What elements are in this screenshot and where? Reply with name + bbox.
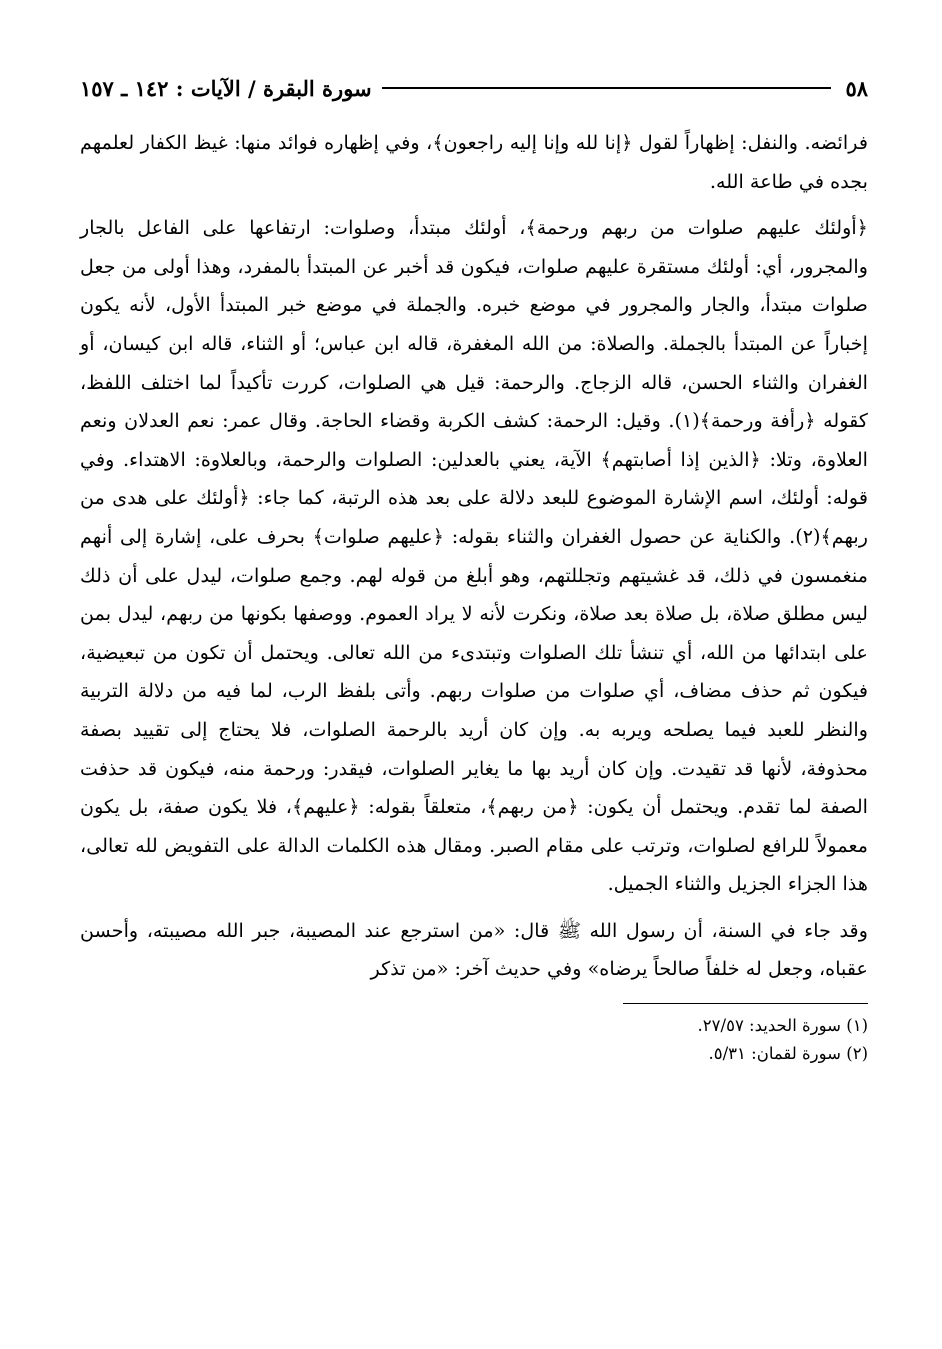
page-number: ٥٨ bbox=[845, 75, 868, 101]
footnote-1: (١) سورة الحديد: ٢٧/٥٧. bbox=[697, 1016, 868, 1036]
page bbox=[80, 70, 868, 1068]
running-header bbox=[80, 70, 868, 106]
header-rule bbox=[382, 87, 832, 89]
footnote-2: (٢) سورة لقمان: ٥/٣١. bbox=[708, 1044, 868, 1064]
footnote-rule bbox=[623, 1003, 868, 1004]
paragraph-3: وقد جاء في السنة، أن رسول الله ﷺ قال: «من استرجع عند المصيبة، جبر الله مصيبته، وأحسن عقباه، وجعل له خلفاً صالحاً يرضاه» وفي حديث آخر: «من تذكر bbox=[80, 918, 868, 981]
body-text bbox=[80, 124, 868, 989]
paragraph-1: فرائضه. والنفل: إظهاراً لقول ﴿إنا لله وإنا إليه راجعون﴾، وفي إظهاره فوائد منها: غيظ الكفار لعلمهم بجده في طاعة الله. bbox=[80, 131, 868, 193]
paragraph-2: ﴿أولئك عليهم صلوات من ربهم ورحمة﴾، أولئك مبتدأ، وصلوات: ارتفاعها على الفاعل بالجار والمجرور، أي: أولئك مستقرة عليهم صلوات، فيكون قد أخبر عن المبتدأ بالمفرد، وهذا أولى من جعل صلوات مبتدأ، والجار والمجرور في موضع خبره. والجملة في موضع خبر المبتدأ الأول، لأنه يكون إخباراً عن المبتدأ بالجملة. والصلاة: من الله المغفرة، قاله ابن عباس؛ أو الثناء، قاله ابن كيسان، أو الغفران والثناء الحسن، قاله الزجاج. والرحمة: قيل هي الصلوات، كررت تأكيداً لما اختلف اللفظ، كقوله ﴿رأفة ورحمة﴾(١). وقيل: الرحمة: كشف الكربة وقضاء الحاجة. وقال عمر: نعم العدلان ونعم العلاوة، وتلا: ﴿الذين إذا أصابتهم﴾ الآية، يعني بالعدلين: الصلوات والرحمة، وبالعلاوة: الاهتداء. وفي قوله: أولئك، اسم الإشارة الموضوع للبعد دلالة على بعد هذه الرتبة، كما جاء: ﴿أولئك على هدى من ربهم﴾(٢). والكناية عن حصول الغفران والثناء بقوله: ﴿عليهم صلوات﴾ بحرف على، إشارة إلى أنهم منغمسون في ذلك، قد غشيتهم وتجللتهم، وهو أبلغ من قوله لهم. وجمع صلوات، ليدل على أن ذلك ليس مطلق صلاة، بل صلاة بعد صلاة، ونكرت لأنه لا يراد العموم. ووصفها بكونها من ربهم، ليدل بمن على ابتدائها من الله، أي تنشأ تلك الصلوات وتبتدىء من الله تعالى. ويحتمل أن تكون من تبعيضية، فيكون ثم حذف مضاف، أي صلوات من صلوات ربهم. وأتى بلفظ الرب، لما فيه من دلالة التربية والنظر للعبد فيما يصلحه ويربه به. وإن كان أريد بالرحمة الصلوات، فلا يحتاج إلى تقييد بصفة محذوفة، لأنها قد تقيدت. وإن كان أريد بها ما يغاير الصلوات، فيقدر: ورحمة منه، فيكون قد حذفت الصفة لما تقدم. ويحتمل أن يكون: ﴿من ربهم﴾، متعلقاً بقوله: ﴿عليهم﴾، فلا يكون صفة، بل يكون معمولاً للرافع لصلوات، وترتب على مقام الصبر. ومقال هذه الكلمات الدالة على التفويض لله تعالى، هذا الجزاء الجزيل والثناء الجميل. bbox=[80, 216, 868, 896]
footnotes bbox=[80, 1012, 868, 1068]
surah-title: سورة البقرة / الآيات : ١٤٢ ـ ١٥٧ bbox=[80, 75, 372, 101]
